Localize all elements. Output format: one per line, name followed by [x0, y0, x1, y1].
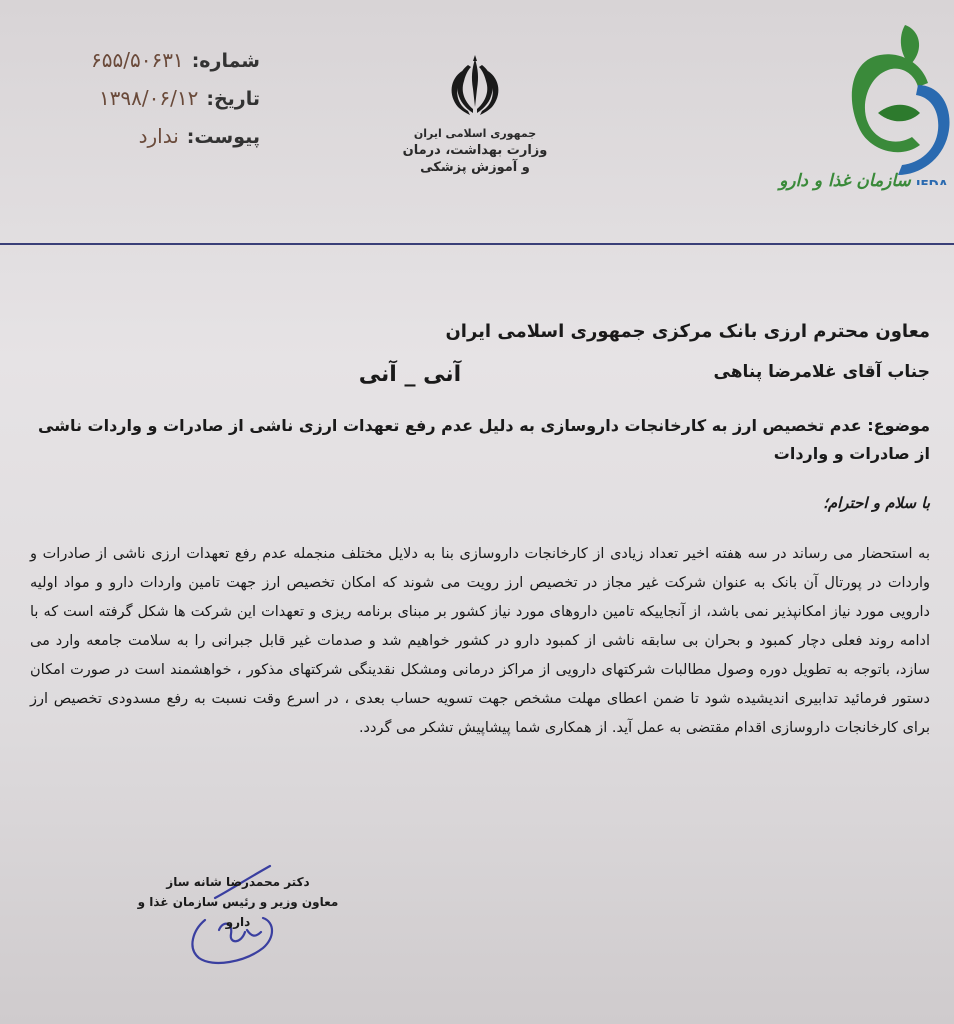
ministry-name-line2: و آموزش پزشکی [420, 160, 530, 175]
signer-title: معاون وزیر و رئیس سازمان غذا و دارو [137, 895, 339, 929]
date-value: ۱۳۹۸/۰۶/۱۲ [98, 86, 199, 110]
ifda-emblem-icon [770, 15, 954, 185]
letter-meta [60, 48, 260, 162]
date-label: تاریخ: [206, 88, 260, 110]
ministry-country: جمهوری اسلامی ایران [413, 127, 537, 140]
ifda-name: سازمان غذا و دارو [779, 171, 911, 191]
subject-line: موضوع: عدم تخصیص ارز به کارخانجات داروسازی به دلیل عدم رفع تعهدات ارزی ناشی از صادرات و واردات ناشی از صادرات و واردات [38, 416, 930, 463]
date-row [60, 86, 260, 124]
attachment-value: ندارد [138, 124, 179, 148]
number-label: شماره: [191, 50, 260, 72]
number-row [60, 48, 260, 86]
header-divider [0, 243, 954, 245]
number-value: ۶۵۵/۵۰۶۳۱ [91, 48, 184, 72]
greeting: با سلام و احترام؛ [823, 494, 930, 512]
iran-emblem-icon [440, 55, 510, 119]
attachment-row [60, 124, 260, 162]
ifda-logo [770, 15, 954, 195]
urgency-label: آنی _ آنی [358, 362, 462, 387]
attachment-label: پیوست: [186, 126, 260, 148]
recipient-line-2: جناب آقای غلامرضا پناهی [713, 362, 930, 382]
letter-paragraph: به استحضار می رساند در سه هفته اخیر تعداد زیادی از کارخانجات داروسازی بنا به دلایل مختلف منجمله عدم رفع تعهدات ارزی ناشی از صادرات و واردات در پورتال آن بانک به عنوان شرکت غیر مجاز در تخصیص ارز رویت می شوند که امکان تخصیص ارز جهت تامین واردات دارو و مواد اولیه دارویی مورد نیاز امکانپذیر نمی باشد، از آنجاییکه تامین داروهای مورد نیاز کشور بر مبنای برنامه ریزی و تعهدات این شرکت ها شکل گرفته است که با ادامه روند فعلی دچار کمبود و بحران بی سابقه ناشی از کمبود دارو در کشور خواهیم شد و صدمات غیر قابل جبرانی را به سلامت جامعه وارد می سازد، باتوجه به تطویل دوره وصول مطالبات شرکتهای دارویی از مراکز درمانی ومشکل نقدینگی شرکتهای مذکور ، خواهشمند است در صورت امکان دستور فرمائید تدابیری اندیشیده شود تا ضمن اعطای مهلت مشخص جهت تسویه حساب بعدی ، در اسرع وقت نسبت به رفع مسدودی تخصیص ارز برای کارخانجات داروسازی اقدام مقتضی به عمل آید. از همکاری شما پیشاپیش تشکر می گردد. [30, 546, 930, 736]
signer-name: دکتر محمدرضا شانه ساز [166, 875, 310, 889]
ministry-name-line1: وزارت بهداشت، درمان [402, 143, 548, 158]
ifda-abbr: IFDA [916, 178, 948, 185]
signer-block [128, 872, 348, 932]
ministry-header [380, 55, 570, 176]
recipient-line-1: معاون محترم ارزی بانک مرکزی جمهوری اسلامی ایران [445, 321, 930, 342]
